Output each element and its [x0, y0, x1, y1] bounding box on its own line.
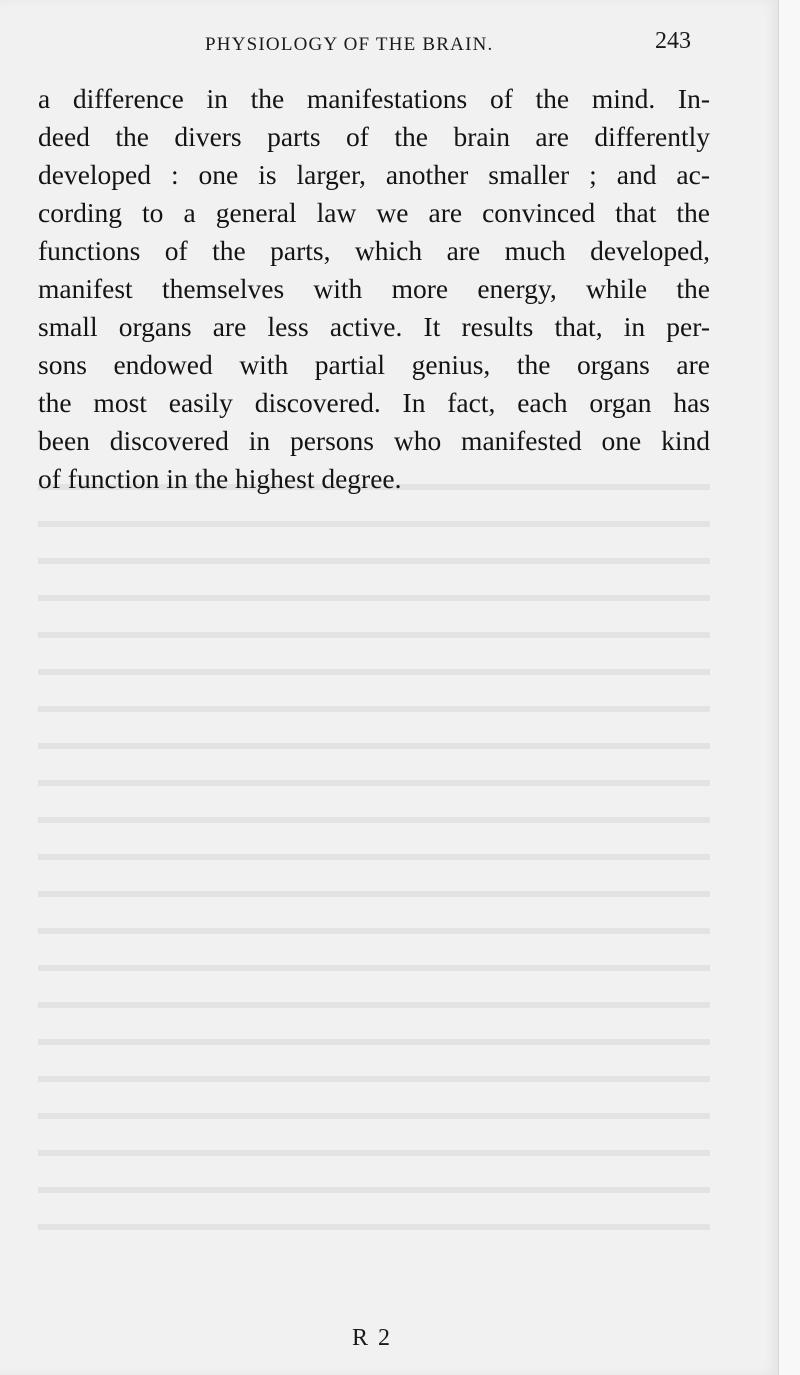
- text-line: manifest themselves with more energy, while the: [38, 273, 710, 304]
- text-line: a difference in the manifestations of the mind. In-: [38, 83, 710, 114]
- text-line: been discovered in persons who manifested one kind: [38, 425, 710, 456]
- running-head: [0, 28, 778, 64]
- text-line: developed : one is larger, another smaller ; and ac-: [38, 159, 710, 190]
- text-line: deed the divers parts of the brain are differently: [38, 121, 710, 152]
- body-paragraph: [38, 80, 710, 498]
- text-line: sons endowed with partial genius, the organs are: [38, 349, 710, 380]
- page-number: 243: [655, 28, 691, 54]
- running-title: PHYSIOLOGY OF THE BRAIN.: [205, 34, 494, 55]
- text-line: cording to a general law we are convinced that the: [38, 197, 710, 228]
- text-line: functions of the parts, which are much developed,: [38, 235, 710, 266]
- text-line: the most easily discovered. In fact, each organ has: [38, 387, 710, 418]
- bleed-through-shadow: [38, 460, 710, 1260]
- text-line: small organs are less active. It results that, in per-: [38, 311, 710, 342]
- text-line: of function in the highest degree.: [38, 463, 402, 494]
- signature-mark: R 2: [352, 1325, 393, 1351]
- scan-margin: [778, 0, 800, 1375]
